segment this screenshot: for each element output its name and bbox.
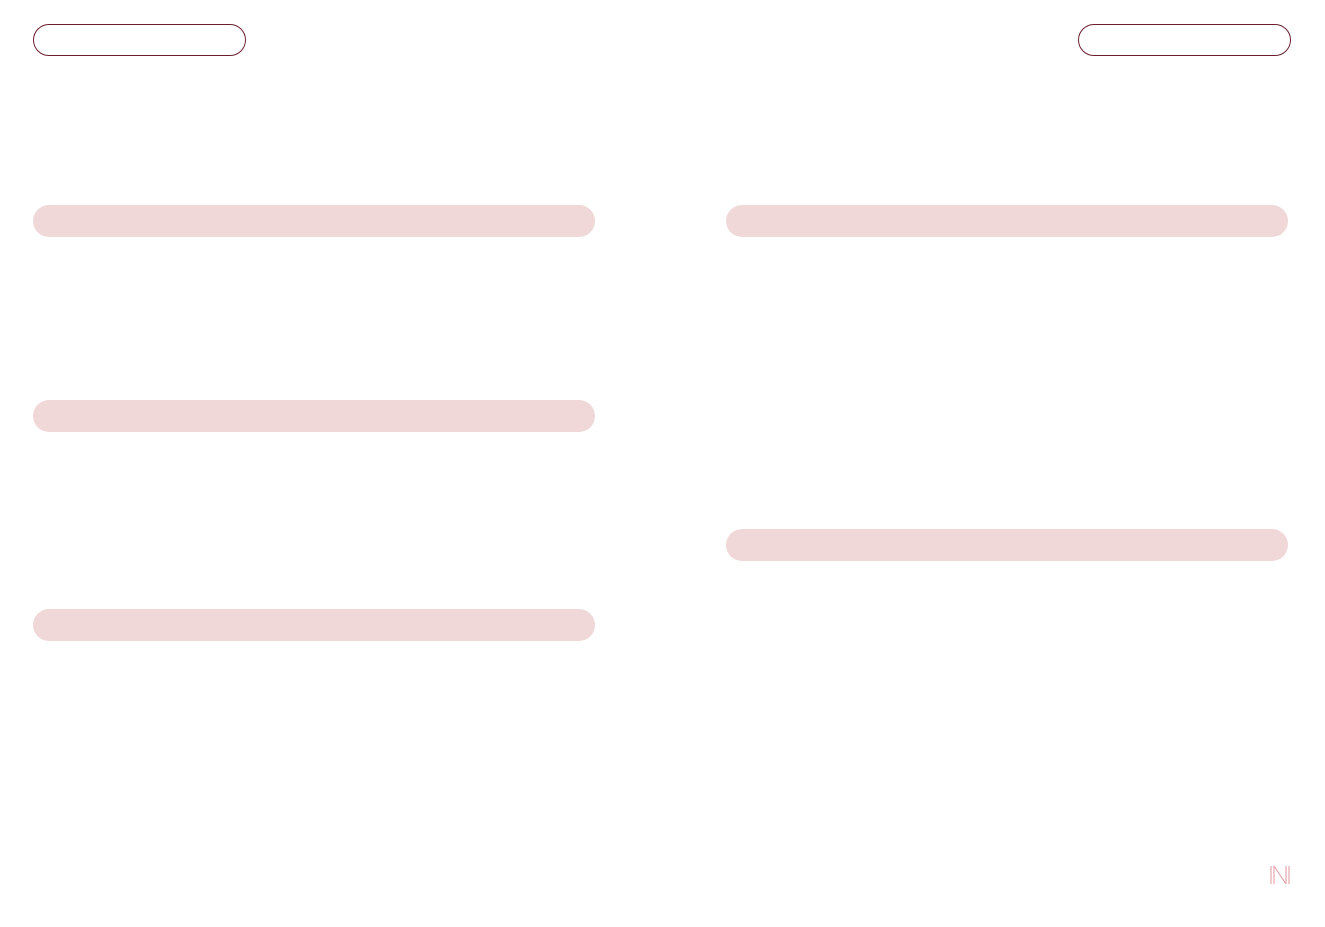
n-monogram-icon [1269, 864, 1291, 886]
